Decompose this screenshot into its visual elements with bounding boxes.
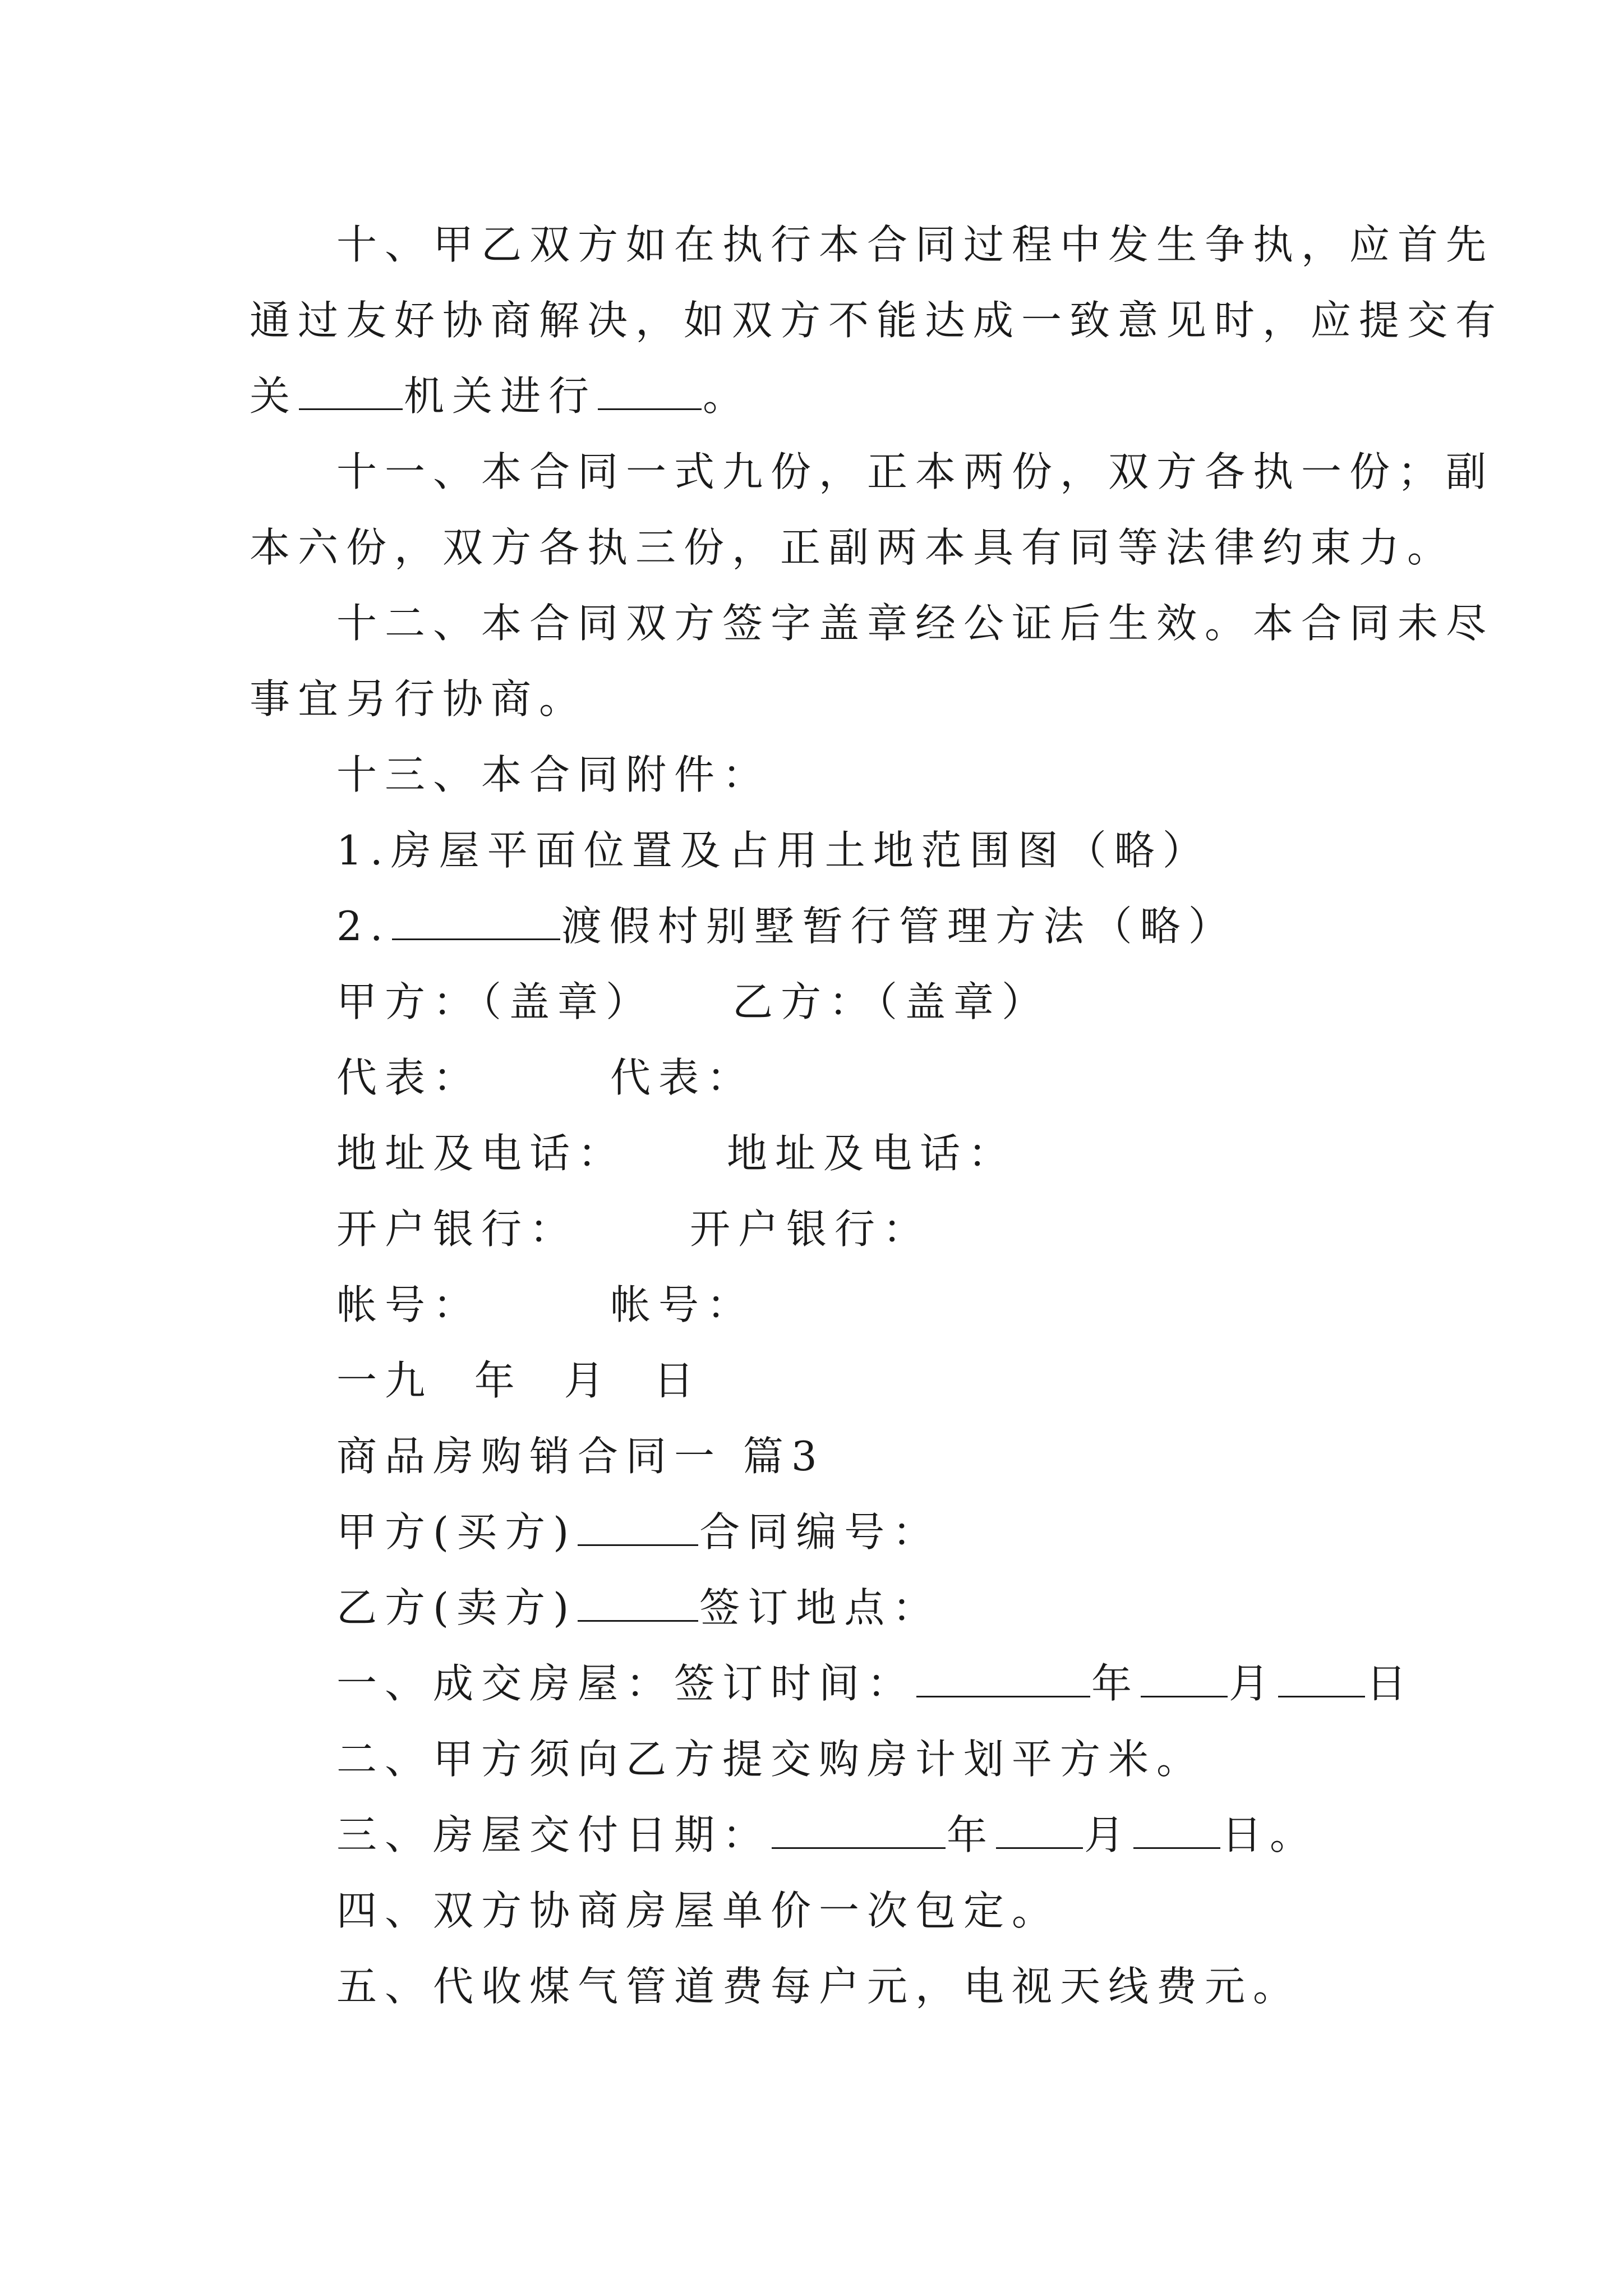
contract-3-item-2: 二、甲方须向乙方提交购房计划平方米。 [336, 1736, 1205, 1783]
bank-b: 开户银行： [690, 1205, 932, 1253]
signing-place-label: 签订地点： [699, 1584, 941, 1631]
rep-a: 代表： [336, 1054, 482, 1101]
clause-13-title: 十三、本合同附件： [336, 751, 771, 798]
blank-sign-day [1278, 1695, 1365, 1697]
blank-action [598, 408, 702, 410]
contract-3-item-5: 五、代收煤气管道费每户元，电视天线费元。 [336, 1963, 1302, 2010]
item-1-text: 一、成交房屋：签订时间： [336, 1660, 916, 1707]
clause-10-line-2: 通过友好协商解决，如双方不能达成一致意见时，应提交有 [250, 297, 1504, 344]
seller-line [336, 1584, 941, 1631]
item-3-day: 日。 [1221, 1811, 1318, 1858]
acct-a: 帐号： [336, 1281, 482, 1328]
buyer-label: 甲方(买方) [336, 1508, 577, 1556]
signature-date: 一九 年 月 日 [336, 1357, 702, 1404]
item-1-day: 日 [1366, 1660, 1415, 1707]
contract-3-item-3 [336, 1811, 1318, 1858]
bank-line [336, 1205, 932, 1253]
clause-10-line-1: 十、甲乙双方如在执行本合同过程中发生争执，应首先 [336, 221, 1495, 268]
item-1-year: 年 [1091, 1660, 1140, 1707]
blank-resort-name [392, 938, 560, 940]
acct-b: 帐号： [610, 1281, 755, 1328]
clause-10-line-3 [250, 372, 751, 420]
blank-delivery-year [772, 1847, 946, 1849]
attachment-2 [336, 903, 1237, 950]
buyer-line [336, 1508, 941, 1556]
clause-11-line-1: 十一、本合同一式九份，正本两份，双方各执一份；副 [336, 448, 1495, 495]
account-line [336, 1281, 755, 1328]
rep-b: 代表： [610, 1054, 755, 1101]
clause-12-line-2: 事宜另行协商。 [250, 675, 588, 723]
clause-10-text-c: 。 [703, 372, 751, 420]
item-3-text: 三、房屋交付日期： [336, 1811, 771, 1858]
blank-seller [578, 1619, 698, 1622]
blank-authority [299, 408, 403, 410]
addr-a: 地址及电话： [336, 1130, 626, 1177]
clause-10-text-b: 机关进行 [404, 372, 597, 420]
contract-3-item-1 [336, 1660, 1415, 1707]
party-a-seal: 甲方：（盖章） [336, 978, 654, 1025]
blank-delivery-day [1133, 1847, 1220, 1849]
item-3-year: 年 [947, 1811, 995, 1858]
addr-b: 地址及电话： [727, 1130, 1017, 1177]
clause-10-text-a: 关 [250, 372, 298, 420]
seal-line [336, 978, 1050, 1025]
seller-label: 乙方(卖方) [336, 1584, 577, 1631]
attachment-1: 1.房屋平面位置及占用土地范围图（略） [336, 827, 1211, 874]
attachment-2-text: 渡假村别墅暂行管理方法（略） [561, 903, 1237, 950]
bank-a: 开户银行： [336, 1205, 578, 1253]
representative-line [336, 1054, 755, 1101]
attachment-2-prefix: 2. [336, 903, 391, 950]
party-b-seal: 乙方：（盖章） [732, 978, 1050, 1025]
blank-sign-year [916, 1695, 1090, 1697]
contract-number-label: 合同编号： [699, 1508, 941, 1556]
address-line [336, 1130, 1017, 1177]
contract-3-heading: 商品房购销合同一 篇3 [336, 1433, 825, 1480]
item-1-month: 月 [1229, 1660, 1278, 1707]
item-3-month: 月 [1084, 1811, 1133, 1858]
clause-11-line-2: 本六份，双方各执三份，正副两本具有同等法律约束力。 [250, 524, 1456, 571]
blank-delivery-month [996, 1847, 1083, 1849]
contract-3-item-4: 四、双方协商房屋单价一次包定。 [336, 1887, 1061, 1934]
clause-12-line-1: 十二、本合同双方签字盖章经公证后生效。本合同未尽 [336, 600, 1495, 647]
blank-buyer [578, 1544, 698, 1546]
blank-sign-month [1141, 1695, 1228, 1697]
